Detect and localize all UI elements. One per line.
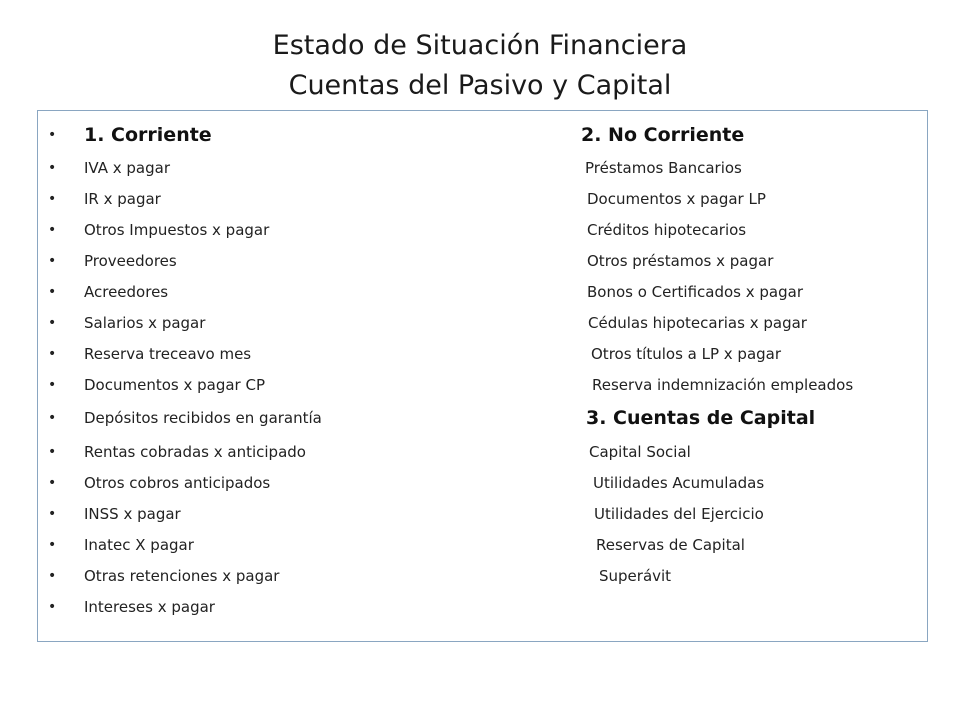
left-item: Documentos x pagar CP bbox=[84, 376, 265, 394]
list-item bbox=[38, 561, 927, 591]
list-item bbox=[38, 468, 927, 498]
bullet-icon: • bbox=[48, 475, 57, 491]
right-item: Otros préstamos x pagar bbox=[587, 252, 774, 270]
section-heading: 3. Cuentas de Capital bbox=[586, 407, 816, 429]
left-item: INSS x pagar bbox=[84, 505, 181, 523]
list-item bbox=[38, 370, 927, 400]
content-box bbox=[37, 110, 928, 642]
list-item bbox=[38, 246, 927, 276]
right-item: Cédulas hipotecarias x pagar bbox=[588, 314, 807, 332]
left-item: Otras retenciones x pagar bbox=[84, 567, 280, 585]
bullet-icon: • bbox=[48, 346, 57, 362]
bullet-icon: • bbox=[48, 222, 57, 238]
list-item bbox=[38, 403, 927, 433]
left-item: Inatec X pagar bbox=[84, 536, 194, 554]
list-item bbox=[38, 215, 927, 245]
list-item bbox=[38, 499, 927, 529]
bullet-icon: • bbox=[48, 599, 57, 615]
list-item bbox=[38, 120, 927, 150]
list-item bbox=[38, 308, 927, 338]
bullet-icon: • bbox=[48, 506, 57, 522]
section-heading: 2. No Corriente bbox=[581, 124, 745, 146]
slide-title bbox=[0, 26, 960, 106]
bullet-icon: • bbox=[48, 377, 57, 393]
bullet-icon: • bbox=[48, 537, 57, 553]
right-item: Bonos o Certificados x pagar bbox=[587, 283, 804, 301]
right-item: Superávit bbox=[599, 567, 672, 585]
bullet-icon: • bbox=[48, 315, 57, 331]
list-item bbox=[38, 153, 927, 183]
bullet-icon: • bbox=[48, 444, 57, 460]
bullet-icon: • bbox=[48, 127, 57, 143]
bullet-icon: • bbox=[48, 284, 57, 300]
left-item: Reserva treceavo mes bbox=[84, 345, 252, 363]
bullet-icon: • bbox=[48, 410, 57, 426]
list-item bbox=[38, 277, 927, 307]
title-line-2: Cuentas del Pasivo y Capital bbox=[288, 70, 672, 101]
list-item bbox=[38, 339, 927, 369]
left-item: Rentas cobradas x anticipado bbox=[84, 443, 306, 461]
bullet-icon: • bbox=[48, 568, 57, 584]
right-item: Utilidades del Ejercicio bbox=[594, 505, 764, 523]
right-item: Reservas de Capital bbox=[596, 536, 745, 554]
bullet-icon: • bbox=[48, 160, 57, 176]
list-item bbox=[38, 184, 927, 214]
left-item: Otros Impuestos x pagar bbox=[84, 221, 270, 239]
bullet-icon: • bbox=[48, 253, 57, 269]
left-item: IR x pagar bbox=[84, 190, 161, 208]
left-item: Proveedores bbox=[84, 252, 177, 270]
bullet-icon: • bbox=[48, 191, 57, 207]
list-item bbox=[38, 530, 927, 560]
right-item: Préstamos Bancarios bbox=[585, 159, 742, 177]
right-item: Créditos hipotecarios bbox=[587, 221, 747, 239]
left-item: Salarios x pagar bbox=[84, 314, 206, 332]
left-item: Intereses x pagar bbox=[84, 598, 215, 616]
left-item: Acreedores bbox=[84, 283, 169, 301]
left-item: IVA x pagar bbox=[84, 159, 170, 177]
right-item: Documentos x pagar LP bbox=[587, 190, 766, 208]
section-heading: 1. Corriente bbox=[84, 124, 212, 146]
list-item bbox=[38, 592, 927, 622]
right-item: Capital Social bbox=[589, 443, 691, 461]
right-item: Otros títulos a LP x pagar bbox=[591, 345, 782, 363]
right-item: Reserva indemnización empleados bbox=[592, 376, 854, 394]
list-item bbox=[38, 437, 927, 467]
title-line-1: Estado de Situación Financiera bbox=[272, 30, 688, 61]
left-item: Otros cobros anticipados bbox=[84, 474, 271, 492]
right-item: Utilidades Acumuladas bbox=[593, 474, 765, 492]
left-item: Depósitos recibidos en garantía bbox=[84, 409, 322, 427]
